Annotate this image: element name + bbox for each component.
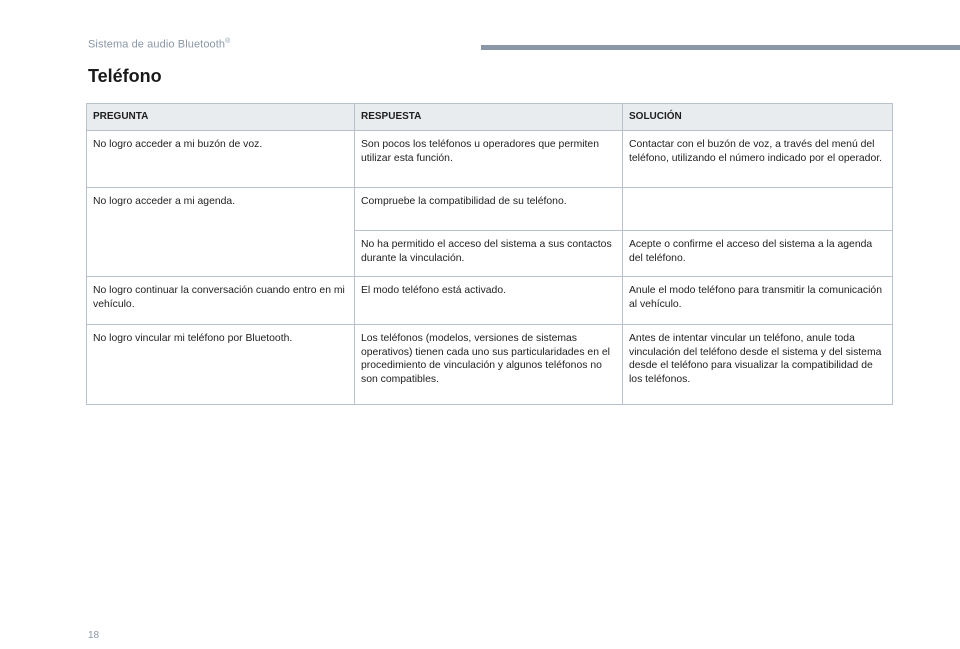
header-rule xyxy=(481,45,960,50)
page-number: 18 xyxy=(88,630,100,641)
table-row xyxy=(87,131,893,188)
answer-cell: Los teléfonos (modelos, versiones de sistemas operativos) tienen cada uno sus particularidades en el procedimiento de vinculación y algunos teléfonos no son compatibles. xyxy=(355,325,623,405)
page-title: Teléfono xyxy=(88,66,162,86)
question-cell: No logro vincular mi teléfono por Bluetooth. xyxy=(87,325,355,405)
table-row xyxy=(87,188,893,231)
solution-cell: Acepte o confirme el acceso del sistema a la agenda del teléfono. xyxy=(623,231,893,277)
table-row xyxy=(87,325,893,405)
answer-cell: El modo teléfono está activado. xyxy=(355,277,623,325)
table-row xyxy=(87,231,893,277)
answer-cell: Compruebe la compatibilidad de su teléfono. xyxy=(355,188,623,231)
faq-table xyxy=(86,103,893,405)
column-header-solution: SOLUCIÓN xyxy=(623,104,893,131)
question-cell: No logro acceder a mi buzón de voz. xyxy=(87,131,355,188)
running-header-text: Sistema de audio Bluetooth xyxy=(88,38,226,51)
table-row xyxy=(87,277,893,325)
solution-cell xyxy=(623,188,893,231)
table-header-row xyxy=(87,104,893,131)
solution-cell: Contactar con el buzón de voz, a través del menú del teléfono, utilizando el número indicado por el operador. xyxy=(623,131,893,188)
answer-cell: No ha permitido el acceso del sistema a sus contactos durante la vinculación. xyxy=(355,231,623,277)
question-cell: No logro continuar la conversación cuando entro en mi vehículo. xyxy=(87,277,355,325)
registered-mark: ® xyxy=(225,38,231,45)
column-header-answer: RESPUESTA xyxy=(355,104,623,131)
column-header-question: PREGUNTA xyxy=(87,104,355,131)
answer-cell: Son pocos los teléfonos u operadores que permiten utilizar esta función. xyxy=(355,131,623,188)
solution-cell: Anule el modo teléfono para transmitir la comunicación al vehículo. xyxy=(623,277,893,325)
solution-cell: Antes de intentar vincular un teléfono, anule toda vinculación del teléfono desde el sistema y del sistema desde el teléfono para visualizar la compatibilidad de los teléfonos. xyxy=(623,325,893,405)
question-cell: No logro acceder a mi agenda. xyxy=(87,188,355,231)
question-cell-continued xyxy=(87,231,355,277)
running-header xyxy=(88,38,230,51)
